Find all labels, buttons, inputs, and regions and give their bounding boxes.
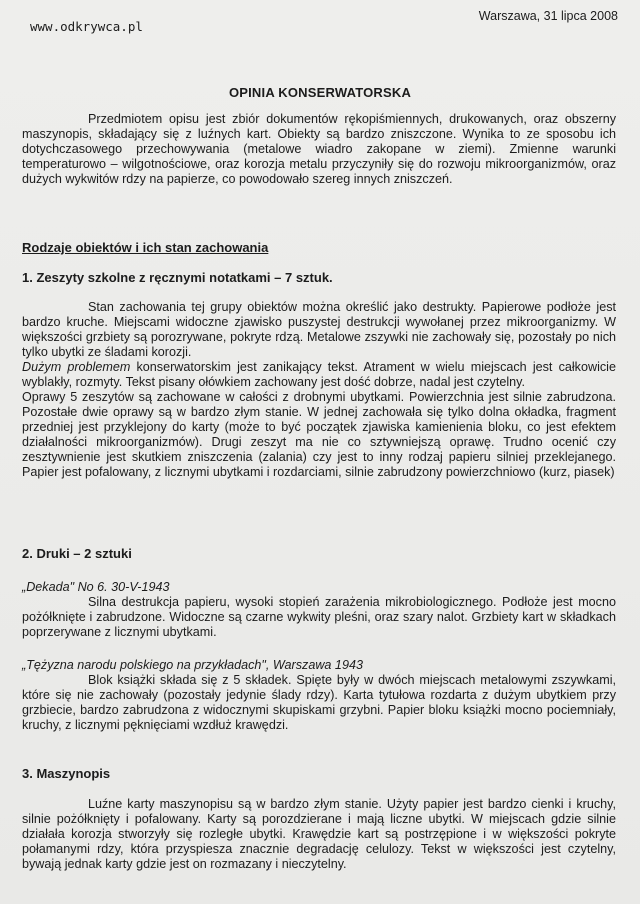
section-1-paragraph-2-text: konserwatorskim jest zanikający tekst. Atrament w wielu miejscach jest całkowicie wyblakły, rozmyty. Tekst pisany ołówkiem zachowany jest dość dobrze, nadal jest czytelny. bbox=[22, 360, 616, 389]
section-1-paragraph-2 bbox=[22, 360, 616, 390]
section-heading-block bbox=[22, 240, 616, 255]
section-2 bbox=[22, 546, 616, 561]
section-3-heading: 3. Maszynopis bbox=[22, 766, 111, 781]
document-title: OPINIA KONSERWATORSKA bbox=[228, 85, 412, 100]
print-2-title: „Tężyzna narodu polskiego na przykładach", Warszawa 1943 bbox=[22, 658, 363, 672]
intro-block bbox=[22, 112, 616, 187]
section-1-heading: 1. Zeszyty szkolne z ręcznymi notatkami – 7 sztuk. bbox=[22, 270, 333, 285]
site-url: www.odkrywca.pl bbox=[30, 19, 143, 34]
section-1-body bbox=[22, 300, 616, 480]
section-1 bbox=[22, 270, 616, 285]
section-1-emphasis: Dużym problemem bbox=[22, 360, 131, 374]
section-2-item-1 bbox=[22, 580, 616, 640]
print-2-description: Blok książki składa się z 5 składek. Spięte były w dwóch miejscach metalowymi zszywkami, które się nie zachowały (pozostały jedynie ślady rdzy). Karta tytułowa rozdarta z dużym ubytkiem przy grzbiecie, bardzo zabrudzona z widocznymi skupiskami grzybni. Papier bloku książki mocno pociemniały, kruchy, z licznymi pęknięciami wzdłuż krawędzi. bbox=[22, 673, 616, 732]
section-2-item-2 bbox=[22, 658, 616, 733]
section-1-paragraph-1: Stan zachowania tej grupy obiektów można określić jako destrukty. Papierowe podłoże jest bardzo kruche. Miejscami widoczne zjawisko puszystej destrukcji wywołanej przez mikroorganizmy. W większości grzbiety są porozrywane, pokryte rdzą. Metalowe zszywki nie zachowały się, pozostały po nich tylko ubytki ze śladami korozji. bbox=[22, 300, 616, 359]
print-1-title: „Dekada" No 6. 30-V-1943 bbox=[22, 580, 170, 594]
section-heading: Rodzaje obiektów i ich stan zachowania bbox=[22, 240, 269, 255]
section-3 bbox=[22, 766, 616, 781]
intro-paragraph: Przedmiotem opisu jest zbiór dokumentów rękopiśmiennych, drukowanych, oraz obszerny maszynopis, składający się z luźnych kart. Obiekty są bardzo zniszczone. Wynika to ze sposobu ich dotychczasowego przechowywania (metalowe wiadro zakopane w ziemi). Zmienne warunki temperaturowo – wilgotnościowe, oraz korozja metalu przyczyniły się do rozwoju mikroorganizmów, oraz dużych wykwitów rdzy na papierze, co powodowało szereg innych zniszczeń. bbox=[22, 112, 616, 186]
print-1-description: Silna destrukcja papieru, wysoki stopień zarażenia mikrobiologicznego. Podłoże jest mocno pożółknięte i zabrudzone. Widoczne są czarne wykwity pleśni, oraz szary nalot. Grzbiety kart w składkach poprzerywane z licznymi ubytkami. bbox=[22, 595, 616, 639]
document-date: Warszawa, 31 lipca 2008 bbox=[478, 9, 618, 23]
section-3-body bbox=[22, 797, 616, 872]
section-3-paragraph: Luźne karty maszynopisu są w bardzo złym stanie. Użyty papier jest bardzo cienki i kruchy, silnie pożółknięty i pofalowany. Karty są porozdzierane i mają liczne ubytki. W miejscach gdzie silnie działała korozja stworzyły się rozległe ubytki. Krawędzie kart są postrzępione i w większości pokryte połamanymi rdzy, która przyspiesza znacznie degradację celulozy. Tekst w większości jest czytelny, bywają jednak karty gdzie jest on rozmazany i nieczytelny. bbox=[22, 797, 616, 871]
section-2-heading: 2. Druki – 2 sztuki bbox=[22, 546, 132, 561]
section-1-paragraph-3: Oprawy 5 zeszytów są zachowane w całości z drobnymi ubytkami. Powierzchnia jest silnie zabrudzona. Pozostałe dwie oprawy są w bardzo złym stanie. W jednej zachowała się tylko dolna okładka, fragment przedniej jest przyklejony do karty (może to być początek zjawiska kamienienia bloku, co jest efektem działalności mikroorganizmów). Drugi zeszyt ma nie co sztywniejszą oprawę. Trudno ocenić czy zesztywnienie jest skutkiem zniszczenia (zalania) czy jest to inny rodzaj papieru silniej przeklejanego. Papier jest pofalowany, z licznymi ubytkami i rozdarciami, silnie zabrudzony powierzchniowo (kurz, piasek) bbox=[22, 390, 616, 479]
